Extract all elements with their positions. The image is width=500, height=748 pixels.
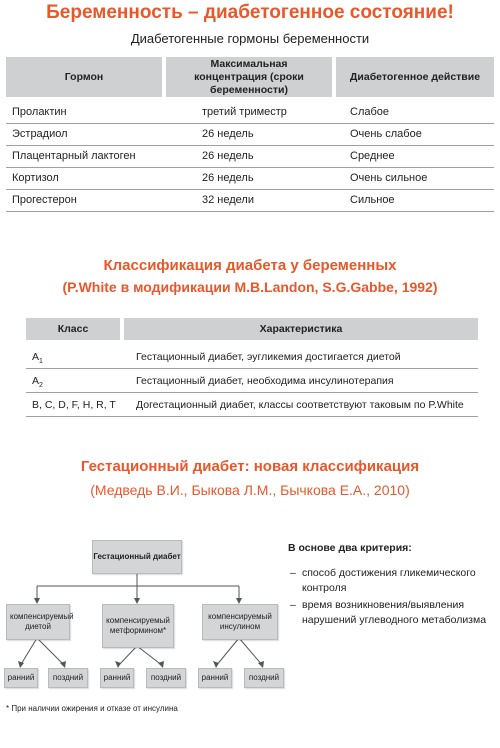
leaf-early: ранний xyxy=(198,668,232,688)
criteria-title: В основе два критерия: xyxy=(288,542,412,554)
leaf-late: поздний xyxy=(146,668,186,688)
t1-effect: Среднее xyxy=(350,150,395,162)
criteria-list xyxy=(290,566,496,628)
t1-hormone: Плацентарный лактоген xyxy=(12,150,136,162)
t1-effect: Сильное xyxy=(350,194,395,206)
t1-concentration: 26 недель xyxy=(202,128,254,140)
section3-title: Гестационный диабет: новая классификация xyxy=(80,458,420,475)
t2-header-class: Класс xyxy=(26,318,120,340)
section2-title: Классификация диабета у беременных xyxy=(103,257,397,274)
t1-effect: Слабое xyxy=(350,106,390,118)
leaf-early: ранний xyxy=(4,668,38,688)
section1-title: Беременность – диабетогенное состояние! xyxy=(46,2,454,23)
list-item: – время возникновения/выявления нарушений углеводного метаболизма xyxy=(290,599,487,626)
t1-header-hormone: Гормон xyxy=(6,57,162,97)
t1-concentration: 32 недели xyxy=(202,194,254,206)
diagram-insulin: компенсируемый инсулином xyxy=(202,604,278,640)
t2-class: B, C, D, F, H, R, T xyxy=(32,399,116,411)
t1-hormone: Пролактин xyxy=(12,106,67,118)
t2-header-characteristic: Характеристика xyxy=(124,318,478,340)
section3-subtitle: (Медведь В.И., Быкова Л.М., Бычкова Е.А., 2010) xyxy=(90,482,410,498)
t1-concentration: 26 недель xyxy=(202,150,254,162)
section2-subtitle: (P.White в модификации M.B.Landon, S.G.Gabbe, 1992) xyxy=(62,279,438,295)
t1-effect: Очень слабое xyxy=(350,128,422,140)
t1-header-effect: Диабетогенное действие xyxy=(336,57,494,97)
t1-hormone: Прогестерон xyxy=(12,194,77,206)
t1-concentration: третий триместр xyxy=(202,106,287,118)
t2-class: $A_2$ xyxy=(32,375,43,390)
t1-hormone: Эстрадиол xyxy=(12,128,68,140)
t1-header-concentration: Максимальная концентрация (сроки беременности) xyxy=(166,57,332,97)
t1-effect: Очень сильное xyxy=(350,172,428,184)
t1-concentration: 26 недель xyxy=(202,172,254,184)
t1-hormone: Кортизол xyxy=(12,172,59,184)
t2-desc: Догестационный диабет, классы соответствуют таковым по P.White xyxy=(136,399,464,411)
leaf-early: ранний xyxy=(100,668,134,688)
section1-subtitle: Диабетогенные гормоны беременности xyxy=(130,31,370,46)
leaf-late: поздний xyxy=(244,668,284,688)
diagram-root: Гестационный диабет xyxy=(92,540,182,574)
t2-desc: Гестационный диабет, необходима инсулинотерапия xyxy=(136,375,394,387)
leaf-late: поздний xyxy=(48,668,88,688)
diagram-diet: компенсируемый диетой xyxy=(6,604,70,640)
diagram-metformin: компенсируемый метформином* xyxy=(102,604,174,648)
list-item: – способ достижения гликемического контроля xyxy=(290,567,476,594)
footnote: * При наличии ожирения и отказе от инсулина xyxy=(6,704,178,713)
t2-class: $A_1$ xyxy=(32,351,43,366)
t2-desc: Гестационный диабет, эугликемия достигается диетой xyxy=(136,351,401,363)
